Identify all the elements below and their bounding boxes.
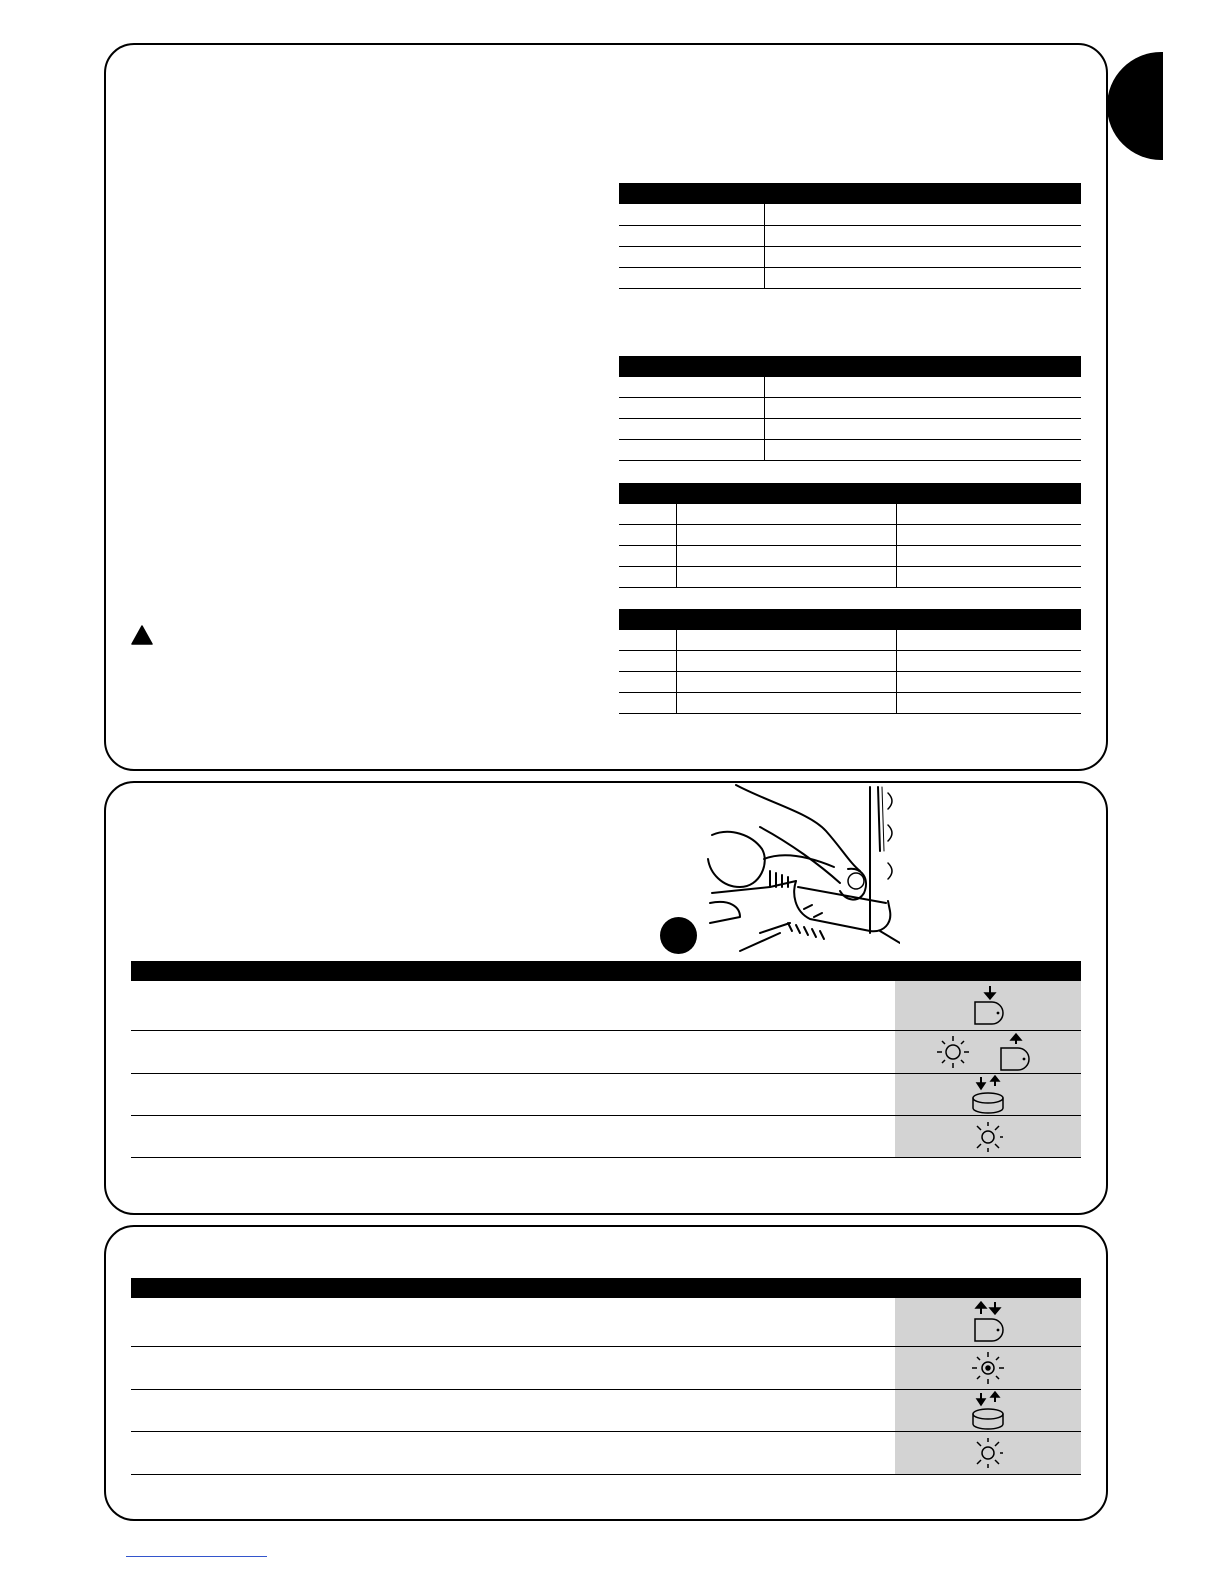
figure-bullet-circle <box>660 917 697 954</box>
footer-link-underline[interactable] <box>126 1556 267 1557</box>
finger-pressing-transmitter-illustration <box>700 783 900 953</box>
spec-table-2 <box>619 356 1081 461</box>
table-row <box>619 693 1081 714</box>
table-row <box>619 672 1081 693</box>
table-row <box>619 247 1081 268</box>
steps-table-header <box>131 1278 1081 1298</box>
led-on-release-button-icon <box>928 1032 1048 1072</box>
press-release-button-icon <box>968 1075 1008 1115</box>
memorization-steps-table <box>131 961 1081 1158</box>
spec-table-2-header <box>619 356 1081 377</box>
table-row <box>131 1390 1081 1432</box>
table-row <box>619 630 1081 651</box>
spec-table-3 <box>619 483 1081 588</box>
led-blink-icon <box>970 1435 1006 1471</box>
table-row <box>619 377 1081 398</box>
table-row <box>131 1347 1081 1390</box>
table-row <box>619 651 1081 672</box>
release-press-button-icon <box>968 1300 1008 1344</box>
table-row <box>131 1298 1081 1347</box>
steps-table-header <box>131 961 1081 981</box>
table-row <box>619 226 1081 247</box>
press-button-icon <box>968 985 1008 1027</box>
spec-table-4-header <box>619 609 1081 630</box>
table-row <box>131 1074 1081 1116</box>
spec-table-3-header <box>619 483 1081 504</box>
table-row <box>619 419 1081 440</box>
table-row <box>131 1116 1081 1158</box>
press-release-button-icon <box>968 1391 1008 1431</box>
table-row <box>131 1031 1081 1074</box>
spec-table-1-header <box>619 183 1081 204</box>
remote-steps-table <box>131 1278 1081 1475</box>
led-flash-icon <box>968 1348 1008 1388</box>
led-blink-icon <box>970 1119 1006 1155</box>
table-row <box>131 981 1081 1031</box>
table-row <box>619 546 1081 567</box>
table-row <box>619 204 1081 226</box>
table-row <box>619 567 1081 588</box>
table-row <box>619 504 1081 525</box>
table-row <box>619 268 1081 289</box>
table-row <box>619 398 1081 419</box>
spec-table-1 <box>619 183 1081 289</box>
table-row <box>619 440 1081 461</box>
table-row <box>619 525 1081 546</box>
spec-table-4 <box>619 609 1081 714</box>
table-row <box>131 1432 1081 1475</box>
language-edge-tab <box>1107 52 1163 160</box>
warning-triangle-icon <box>131 624 153 646</box>
